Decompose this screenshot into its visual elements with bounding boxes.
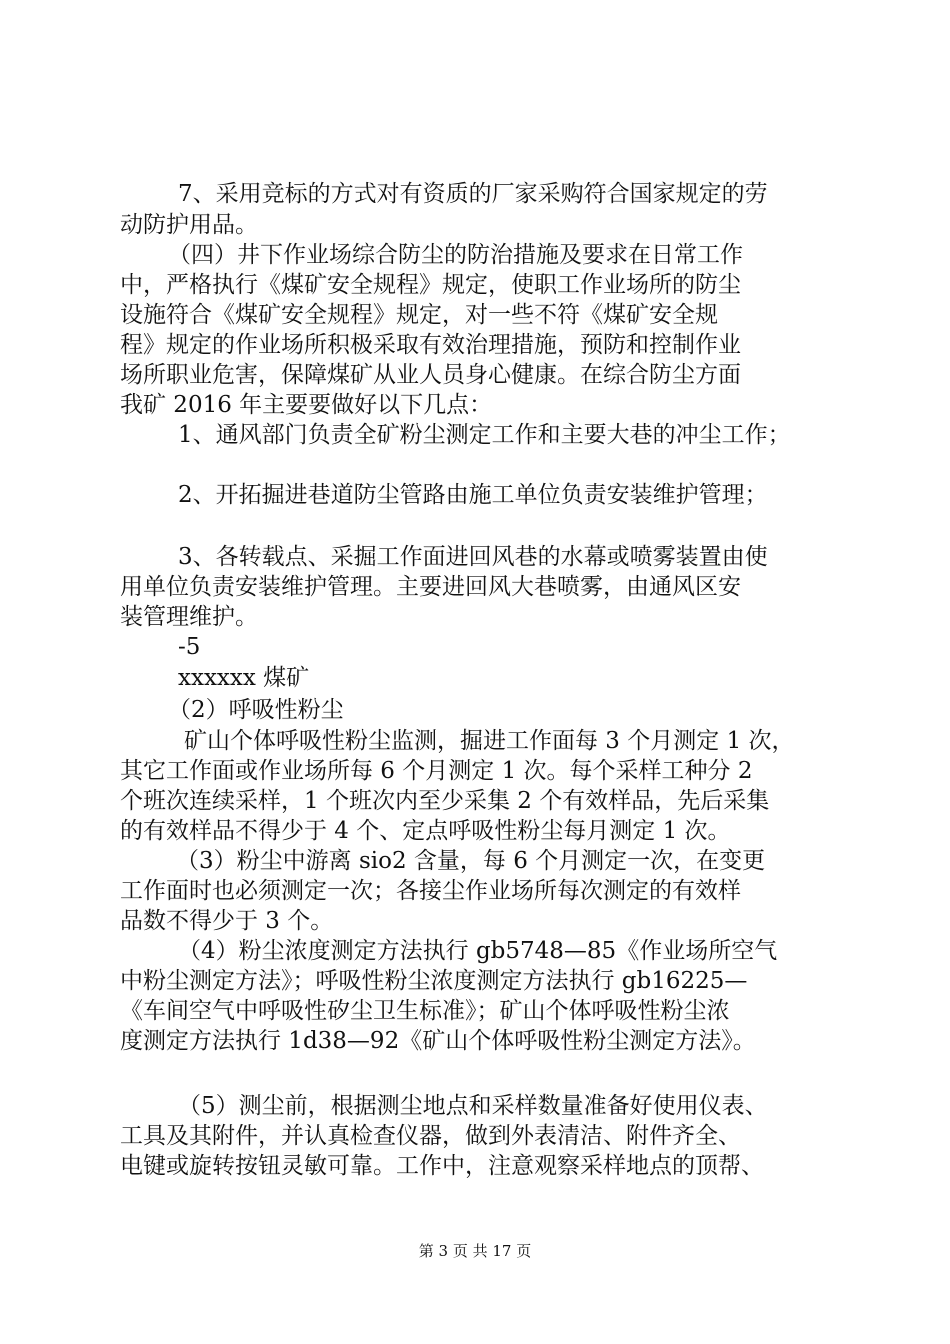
page-number-marker: -5 bbox=[178, 634, 201, 660]
text-line: 我矿 2016 年主要要做好以下几点： bbox=[120, 392, 493, 418]
text-line: 3、各转载点、采掘工作面进回风巷的水幕或喷雾装置由使 bbox=[178, 544, 768, 570]
text-line: 程》规定的作业场所积极采取有效治理措施，预防和控制作业 bbox=[120, 332, 741, 358]
text-line: 中，严格执行《煤矿安全规程》规定，使职工作业场所的防尘 bbox=[120, 272, 741, 298]
section-heading: （2）呼吸性粉尘 bbox=[168, 697, 344, 723]
text-line: （四）井下作业场综合防尘的防治措施及要求在日常工作 bbox=[168, 242, 743, 268]
text-line: （4）粉尘浓度测定方法执行 gb5748—85《作业场所空气 bbox=[178, 938, 778, 964]
text-line: 品数不得少于 3 个。 bbox=[120, 908, 334, 934]
organization-name: xxxxxx 煤矿 bbox=[178, 665, 310, 691]
text-line: 《车间空气中呼吸性矽尘卫生标准》；矿山个体呼吸性粉尘浓 bbox=[120, 998, 730, 1024]
text-line: 装管理维护。 bbox=[120, 604, 258, 630]
text-line: 工具及其附件，并认真检查仪器，做到外表清洁、附件齐全、 bbox=[120, 1123, 741, 1149]
text-line: 2、开拓掘进巷道防尘管路由施工单位负责安装维护管理； bbox=[178, 482, 768, 508]
text-line: 场所职业危害，保障煤矿从业人员身心健康。在综合防尘方面 bbox=[120, 362, 741, 388]
text-line: 矿山个体呼吸性粉尘监测，掘进工作面每 3 个月测定 1 次， bbox=[184, 728, 795, 754]
text-line: 1、通风部门负责全矿粉尘测定工作和主要大巷的冲尘工作； bbox=[178, 422, 791, 448]
text-line: 动防护用品。 bbox=[120, 212, 258, 238]
text-line: 个班次连续采样，1 个班次内至少采集 2 个有效样品，先后采集 bbox=[120, 788, 770, 814]
text-line: 设施符合《煤矿安全规程》规定，对一些不符《煤矿安全规 bbox=[120, 302, 718, 328]
text-line: 度测定方法执行 1d38—92《矿山个体呼吸性粉尘测定方法》。 bbox=[120, 1028, 756, 1054]
text-line: 电键或旋转按钮灵敏可靠。工作中，注意观察采样地点的顶帮、 bbox=[120, 1153, 764, 1179]
text-line: （5）测尘前，根据测尘地点和采样数量准备好使用仪表、 bbox=[178, 1093, 768, 1119]
text-line: 7、采用竞标的方式对有资质的厂家采购符合国家规定的劳 bbox=[178, 181, 768, 207]
text-line: （3）粉尘中游离 sio2 含量，每 6 个月测定一次，在变更 bbox=[176, 848, 766, 874]
page-footer: 第 3 页 共 17 页 bbox=[418, 1242, 532, 1260]
text-line: 用单位负责安装维护管理。主要进回风大巷喷雾，由通风区安 bbox=[120, 574, 741, 600]
text-line: 的有效样品不得少于 4 个、定点呼吸性粉尘每月测定 1 次。 bbox=[120, 818, 731, 844]
text-line: 中粉尘测定方法》；呼吸性粉尘浓度测定方法执行 gb16225— bbox=[120, 968, 748, 994]
text-line: 工作面时也必须测定一次；各接尘作业场所每次测定的有效样 bbox=[120, 878, 741, 904]
text-line: 其它工作面或作业场所每 6 个月测定 1 次。每个采样工种分 2 bbox=[120, 758, 753, 784]
